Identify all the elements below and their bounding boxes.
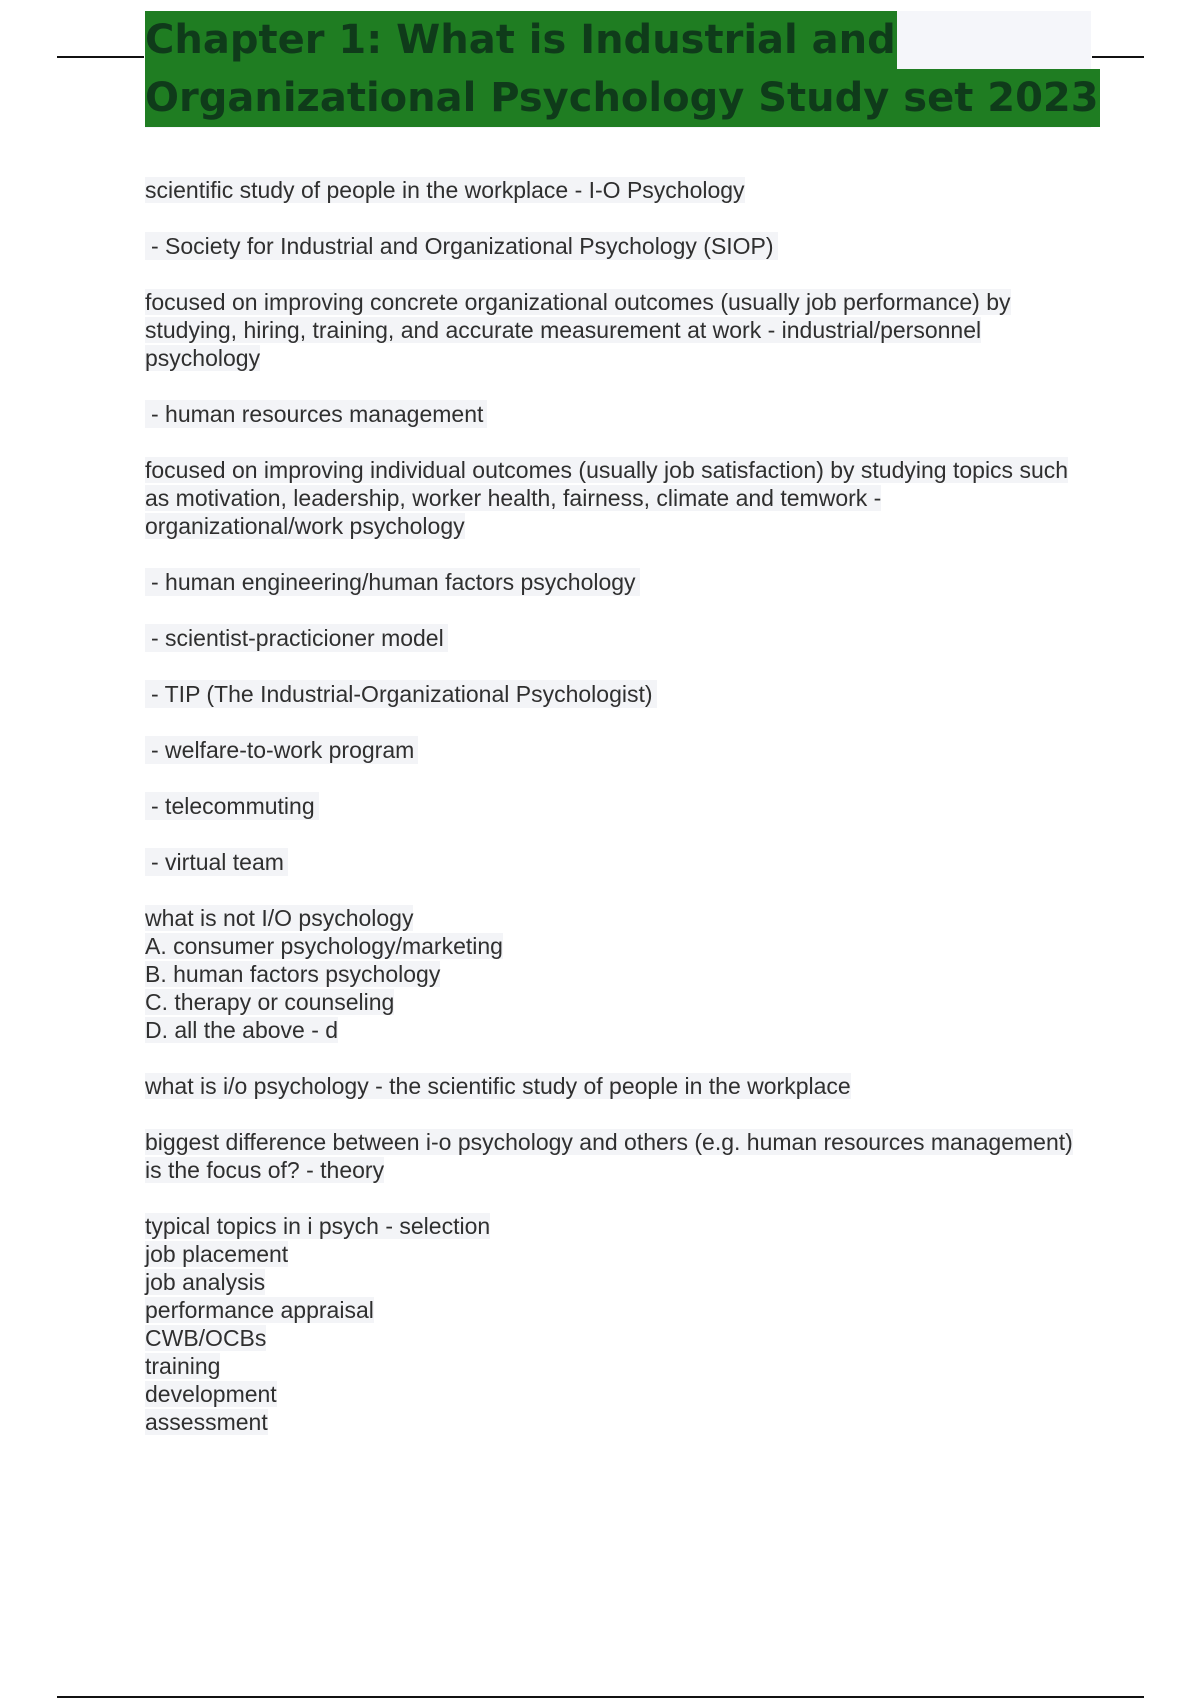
topic-item: development: [145, 1381, 277, 1407]
difference-entry: biggest difference between i-o psychology and others (e.g. human resources management) is the focus of? - theory: [145, 1129, 1073, 1183]
flashcard-entry-4: - human resources management: [145, 400, 1085, 428]
topics-heading: typical topics in i psych - selection: [145, 1213, 491, 1239]
flashcard-entry-3: focused on improving concrete organizational outcomes (usually job performance) by studying, hiring, training, and accurate measurement at work - industrial/personnel psychology: [145, 289, 1011, 371]
flashcard-entry-9: - welfare-to-work program: [145, 736, 1085, 764]
topic-item: job analysis: [145, 1269, 266, 1295]
title-line-1: Chapter 1: What is Industrial and: [145, 11, 897, 69]
mcq-option-d: D. all the above - d: [145, 1017, 339, 1043]
mcq-option-a: A. consumer psychology/marketing: [145, 933, 503, 959]
mcq-option-b: B. human factors psychology: [145, 961, 441, 987]
mcq-option-c: C. therapy or counseling: [145, 989, 395, 1015]
topics-block: [145, 1212, 1085, 1436]
document-body: [145, 176, 1085, 1464]
flashcard-entry-10: - telecommuting: [145, 792, 1085, 820]
topic-item: CWB/OCBs: [145, 1325, 267, 1351]
mcq-question: what is not I/O psychology: [145, 905, 414, 931]
title-line-2: Organizational Psychology Study set 2023: [145, 69, 1100, 127]
topic-item: training: [145, 1353, 221, 1379]
flashcard-entry-1: scientific study of people in the workplace - I-O Psychology: [145, 177, 745, 203]
top-rule-left: [57, 56, 144, 58]
flashcard-entry-2: - Society for Industrial and Organizational Psychology (SIOP): [145, 232, 1085, 260]
document-title: [145, 11, 1105, 127]
topic-item: job placement: [145, 1241, 289, 1267]
flashcard-entry-5: focused on improving individual outcomes (usually job satisfaction) by studying topics such as motivation, leadership, worker health, fairness, climate and temwork - organizational/work psychology: [145, 457, 1069, 539]
flashcard-entry-7: - scientist-practicioner model: [145, 624, 1085, 652]
definition-entry: what is i/o psychology - the scientific study of people in the workplace: [145, 1073, 851, 1099]
bottom-rule: [57, 1696, 1144, 1698]
topic-item: assessment: [145, 1409, 268, 1435]
mcq-block: [145, 904, 1085, 1044]
flashcard-entry-6: - human engineering/human factors psychology: [145, 568, 1085, 596]
flashcard-entry-11: - virtual team: [145, 848, 1085, 876]
topic-item: performance appraisal: [145, 1297, 374, 1323]
flashcard-entry-8: - TIP (The Industrial-Organizational Psychologist): [145, 680, 1085, 708]
